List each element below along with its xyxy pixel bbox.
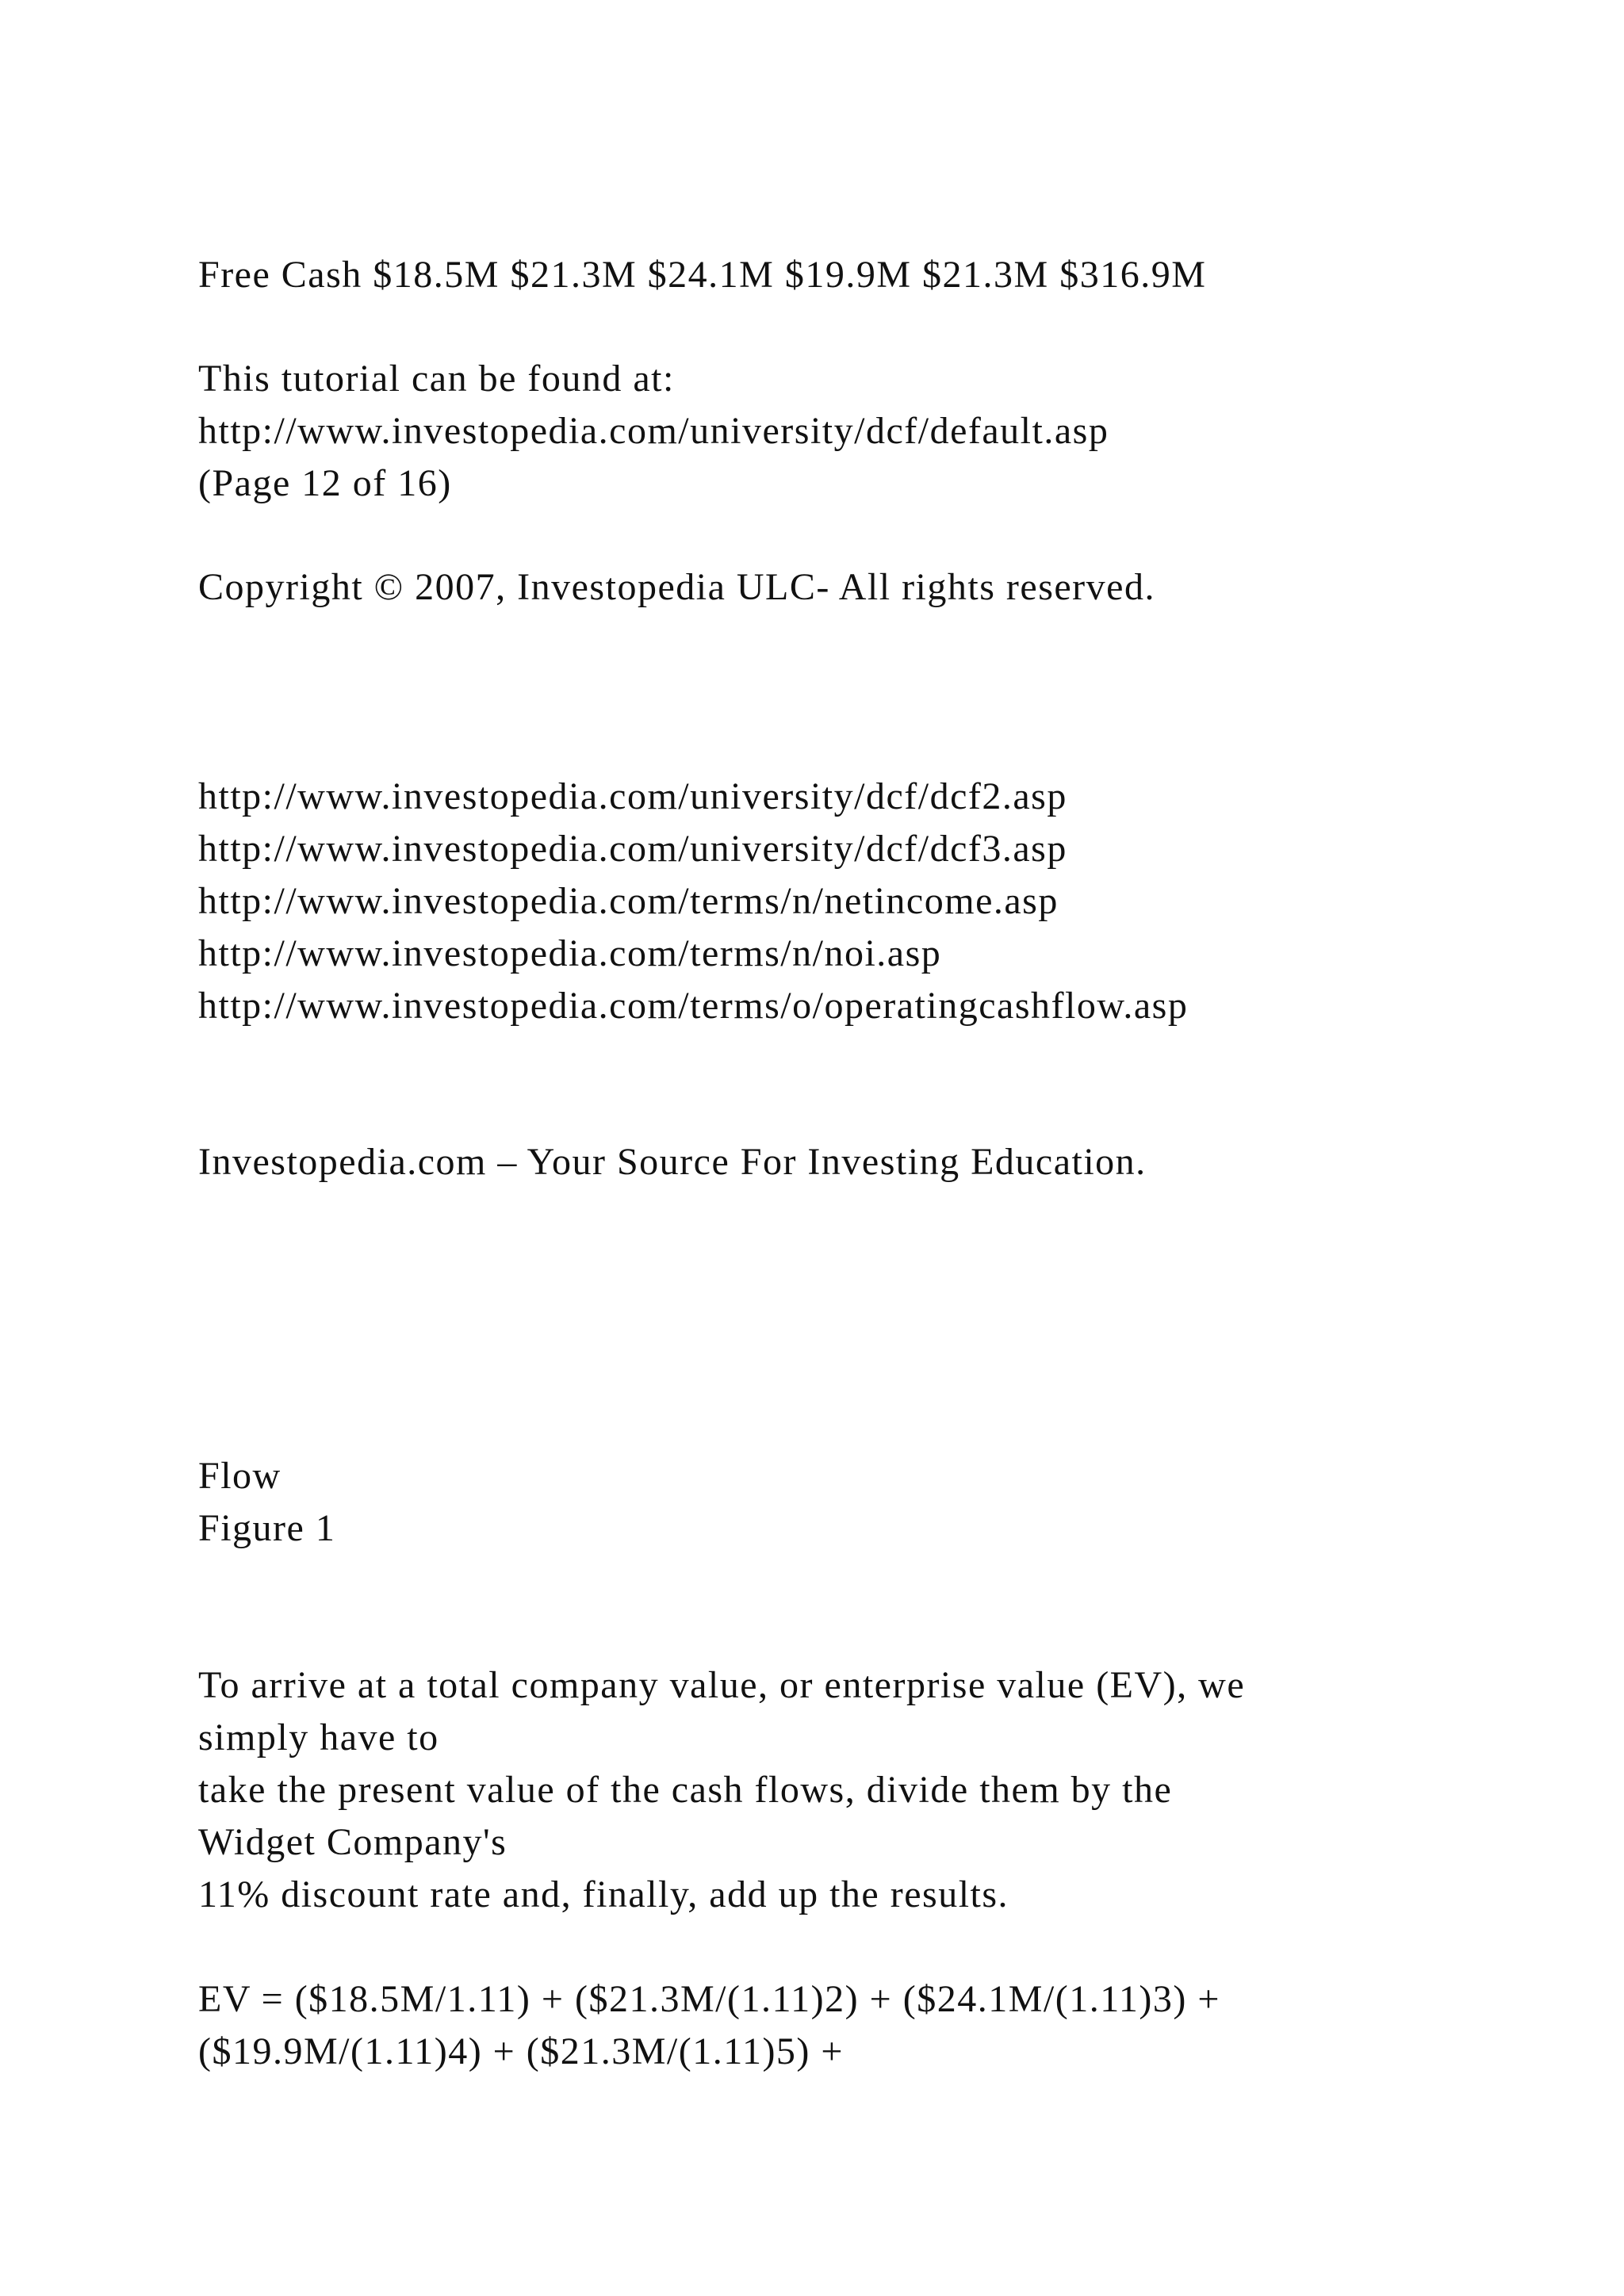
reference-link[interactable]: http://www.investopedia.com/university/dcf/dcf3.asp: [198, 828, 1067, 870]
flow-label: Flow: [198, 1455, 282, 1497]
reference-link[interactable]: http://www.investopedia.com/terms/n/netincome.asp: [198, 880, 1059, 922]
paragraph-line: simply have to: [198, 1716, 439, 1758]
reference-link[interactable]: http://www.investopedia.com/terms/o/operatingcashflow.asp: [198, 985, 1189, 1027]
copyright-notice: Copyright © 2007, Investopedia ULC- All rights reserved.: [198, 566, 1155, 608]
paragraph-line: 11% discount rate and, finally, add up the results.: [198, 1873, 1009, 1915]
reference-link[interactable]: http://www.investopedia.com/university/dcf/dcf2.asp: [198, 775, 1067, 817]
tutorial-url[interactable]: http://www.investopedia.com/university/dcf/default.asp: [198, 410, 1109, 452]
ev-equation-line: ($19.9M/(1.11)4) + ($21.3M/(1.11)5) +: [198, 2030, 844, 2072]
paragraph-line: To arrive at a total company value, or enterprise value (EV), we: [198, 1664, 1246, 1706]
reference-link[interactable]: http://www.investopedia.com/terms/n/noi.asp: [198, 932, 942, 974]
figure-caption: Figure 1: [198, 1507, 336, 1549]
page-info: (Page 12 of 16): [198, 462, 452, 504]
free-cash-line: Free Cash $18.5M $21.3M $24.1M $19.9M $21.3M $316.9M: [198, 254, 1207, 296]
ev-equation-line: EV = ($18.5M/1.11) + ($21.3M/(1.11)2) + ($24.1M/(1.11)3) +: [198, 1978, 1220, 2020]
tutorial-intro: This tutorial can be found at:: [198, 358, 675, 400]
site-tagline: Investopedia.com – Your Source For Investing Education.: [198, 1141, 1147, 1183]
paragraph-line: Widget Company's: [198, 1821, 508, 1863]
paragraph-line: take the present value of the cash flows, divide them by the: [198, 1769, 1173, 1811]
